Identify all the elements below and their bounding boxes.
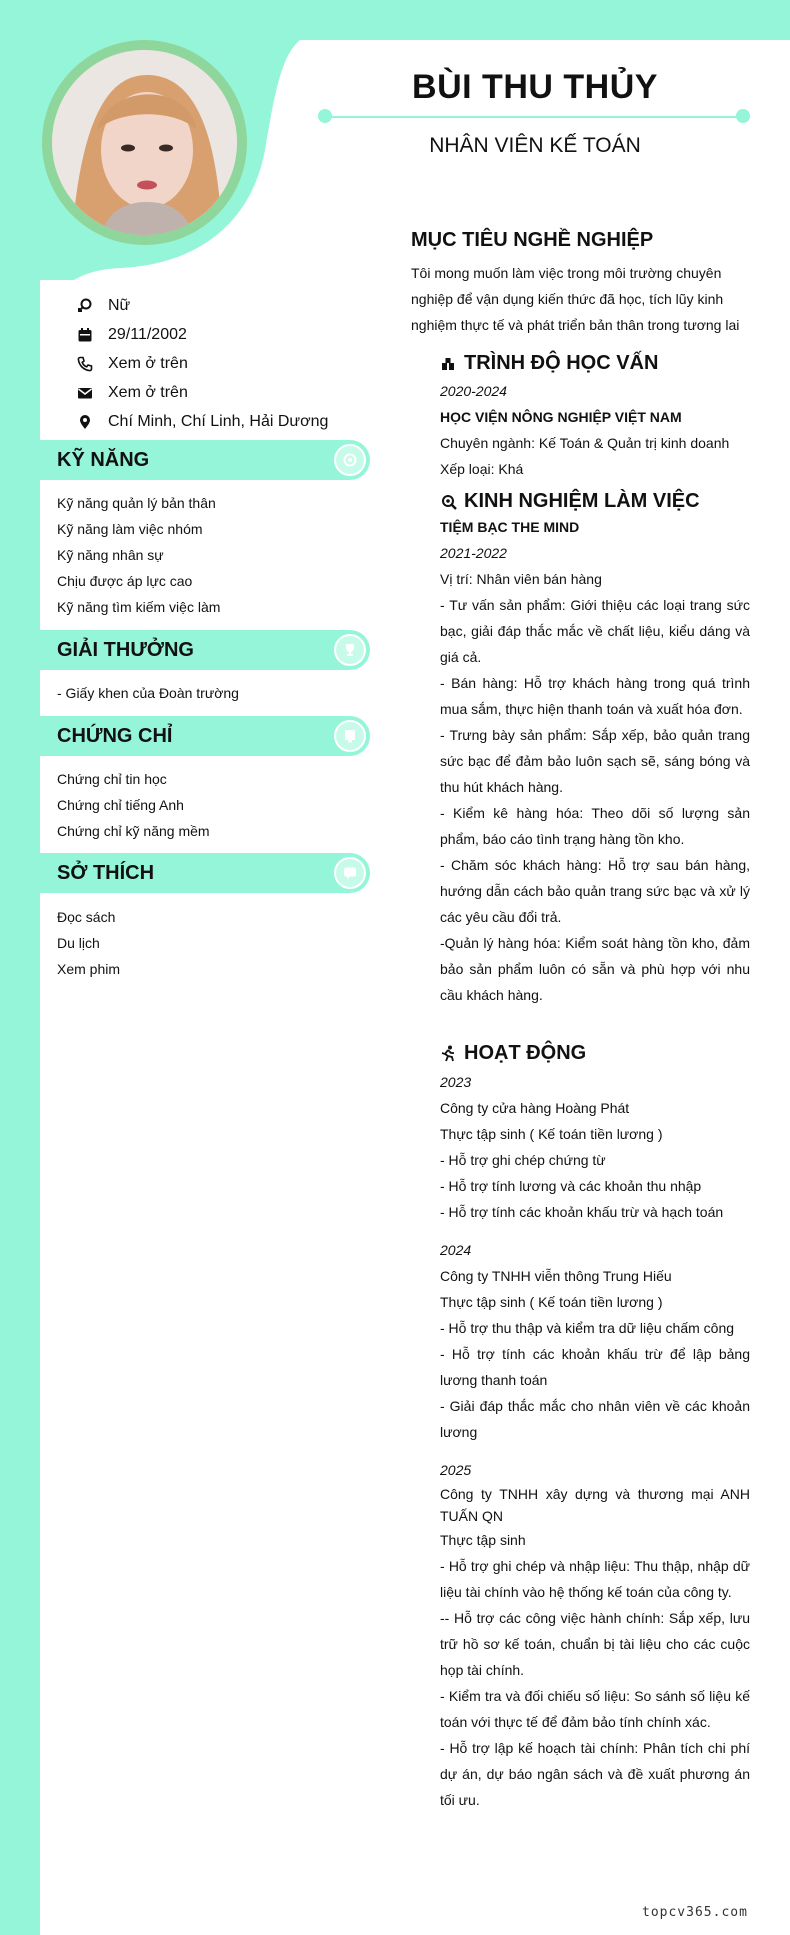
job-title: NHÂN VIÊN KẾ TOÁN <box>429 134 641 157</box>
experience-duty: -Quản lý hàng hóa: Kiểm soát hàng tồn kho, đảm bảo sản phẩm luôn có sẵn và phù hợp với nhu cầu khách hàng. <box>440 935 750 1003</box>
activity-year: 2025 <box>440 1462 472 1478</box>
activity-line: - Kiểm tra và đối chiếu số liệu: So sánh số liệu kế toán với thực tế để đảm bảo tính chính xác. <box>440 1688 750 1730</box>
education-major: Chuyên ngành: Kế Toán & Quản trị kinh doanh <box>440 435 730 451</box>
activity-year: 2024 <box>440 1242 472 1258</box>
experience-heading <box>440 490 700 513</box>
education-heading <box>440 352 658 375</box>
objective-body <box>411 260 751 338</box>
divider-dot-right <box>736 109 750 123</box>
certificate-item: Chứng chỉ tiếng Anh <box>57 797 184 813</box>
awards-title: GIẢI THƯỞNG <box>57 639 194 661</box>
activity-line: - Hỗ trợ thu thập và kiểm tra dữ liệu chấm công <box>440 1320 735 1336</box>
info-birthday-text: 29/11/2002 <box>108 326 187 343</box>
skills-title: KỸ NĂNG <box>57 449 150 471</box>
sidebar-mint-band <box>0 0 40 1935</box>
phone-icon <box>76 355 94 373</box>
education-title: TRÌNH ĐỘ HỌC VẤN <box>464 352 659 374</box>
experience-body <box>440 514 750 1008</box>
chat-heart-icon <box>334 857 366 889</box>
activities-title: HOẠT ĐỘNG <box>464 1042 587 1064</box>
certificates-title: CHỨNG CHỈ <box>57 725 173 747</box>
calendar-icon <box>76 326 94 344</box>
experience-company: TIỆM BẠC THE MIND <box>440 519 580 535</box>
certificate-item: Chứng chỉ kỹ năng mềm <box>57 823 210 839</box>
experience-duty: - Tư vấn sản phẩm: Giới thiệu các loại trang sức bạc, giải đáp thắc mắc về chất liệu, kiểu dáng và giá cả. <box>440 597 750 665</box>
award-item: - Giấy khen của Đoàn trường <box>57 685 239 701</box>
activity-line: - Hỗ trợ tính các khoản khấu trừ và hạch toán <box>440 1204 724 1220</box>
activity-year: 2023 <box>440 1074 472 1090</box>
activities-heading <box>440 1042 586 1065</box>
mail-icon <box>76 384 94 402</box>
info-address <box>76 409 328 435</box>
activity-line: -- Hỗ trợ các công việc hành chính: Sắp xếp, lưu trữ hồ sơ kế toán, chuẩn bị tài liệu cho các cuộc họp tài chính. <box>440 1610 750 1678</box>
activity-line: - Hỗ trợ lập kế hoạch tài chính: Phân tích chi phí dự án, dự báo ngân sách và đề xuất phương án tối ưu. <box>440 1740 750 1808</box>
hobby-item: Xem phim <box>57 961 121 977</box>
certificate-item: Chứng chỉ tin học <box>57 771 167 787</box>
info-email-text: Xem ở trên <box>108 384 188 401</box>
divider-dot-left <box>318 109 332 123</box>
hobbies-title: SỞ THÍCH <box>57 862 155 884</box>
info-phone-text: Xem ở trên <box>108 355 188 372</box>
trophy-icon <box>334 634 366 666</box>
gender-icon <box>76 297 94 315</box>
skill-item: Kỹ năng quản lý bản thân <box>57 495 216 511</box>
objective-line: nghiệp để vận dụng kiến thức đã học, tích lũy kinh <box>411 291 724 307</box>
education-period: 2020-2024 <box>440 383 507 399</box>
activity-line: Công ty TNHH xây dựng và thương mại ANH TUẤN QN <box>440 1486 750 1524</box>
avatar <box>52 50 237 235</box>
certificate-icon <box>334 720 366 752</box>
info-email <box>76 380 188 406</box>
skill-item: Kỹ năng nhân sự <box>57 547 164 563</box>
info-gender-text: Nữ <box>108 297 131 314</box>
info-address-text: Chí Minh, Chí Linh, Hải Dương <box>108 413 329 430</box>
running-icon <box>440 1045 456 1063</box>
activity-line: Công ty cửa hàng Hoàng Phát <box>440 1100 630 1116</box>
watermark: topcv365.com <box>642 1905 748 1920</box>
activity-line: - Giải đáp thắc mắc cho nhân viên về các khoản lương <box>440 1398 750 1440</box>
skill-item: Chịu được áp lực cao <box>57 573 193 589</box>
gear-badge-icon <box>334 444 366 476</box>
education-body <box>440 378 750 482</box>
education-icon <box>440 356 456 372</box>
activity-line: - Hỗ trợ ghi chép chứng từ <box>440 1152 606 1168</box>
experience-title: KINH NGHIỆM LÀM VIỆC <box>464 490 700 512</box>
hobby-item: Du lịch <box>57 935 100 951</box>
objective-line: Tôi mong muốn làm việc trong môi trường chuyên <box>411 265 722 281</box>
info-birthday <box>76 322 187 348</box>
info-gender <box>76 293 130 319</box>
location-icon <box>76 413 94 431</box>
education-school: HỌC VIỆN NÔNG NGHIỆP VIỆT NAM <box>440 409 682 425</box>
skill-item: Kỹ năng tìm kiếm việc làm <box>57 599 221 615</box>
activity-line: - Hỗ trợ ghi chép và nhập liệu: Thu thập, nhập dữ liệu tài chính vào hệ thống kế toán của công ty. <box>440 1558 750 1600</box>
experience-period: 2021-2022 <box>440 545 507 561</box>
work-gear-icon <box>440 493 458 511</box>
skill-item: Kỹ năng làm việc nhóm <box>57 521 203 537</box>
activities-body <box>440 1069 750 1813</box>
activity-line: Thực tập sinh ( Kế toán tiền lương ) <box>440 1294 663 1310</box>
activity-line: - Hỗ trợ tính các khoản khấu trừ để lập bảng lương thanh toán <box>440 1346 750 1388</box>
education-grade: Xếp loại: Khá <box>440 461 524 477</box>
objective-line: nghiệm thực tế và phát triển bản thân trong tương lai <box>411 317 740 333</box>
info-phone <box>76 351 188 377</box>
activity-line: Thực tập sinh <box>440 1532 526 1548</box>
objective-title: MỤC TIÊU NGHỀ NGHIỆP <box>411 229 654 251</box>
title-divider <box>325 116 745 118</box>
activity-line: Công ty TNHH viễn thông Trung Hiếu <box>440 1268 672 1284</box>
experience-duty: - Kiểm kê hàng hóa: Theo dõi số lượng sản phẩm, báo cáo tình trạng hàng tồn kho. <box>440 805 750 847</box>
experience-duty: - Chăm sóc khách hàng: Hỗ trợ sau bán hàng, hướng dẫn cách bảo quản trang sức bạc và xử lý các yêu cầu đổi trả. <box>440 857 750 925</box>
experience-duty: - Trưng bày sản phẩm: Sắp xếp, bảo quản trang sức bạc để đảm bảo luôn sạch sẽ, sáng bóng và thu hút khách hàng. <box>440 727 750 795</box>
hobby-item: Đọc sách <box>57 909 116 925</box>
activity-line: - Hỗ trợ tính lương và các khoản thu nhập <box>440 1178 702 1194</box>
experience-position: Vị trí: Nhân viên bán hàng <box>440 571 602 587</box>
activity-line: Thực tập sinh ( Kế toán tiền lương ) <box>440 1126 663 1142</box>
experience-duty: - Bán hàng: Hỗ trợ khách hàng trong quá trình mua sắm, thực hiện thanh toán và xuất hóa đơn. <box>440 675 750 717</box>
candidate-name: BÙI THU THỦY <box>412 68 658 106</box>
